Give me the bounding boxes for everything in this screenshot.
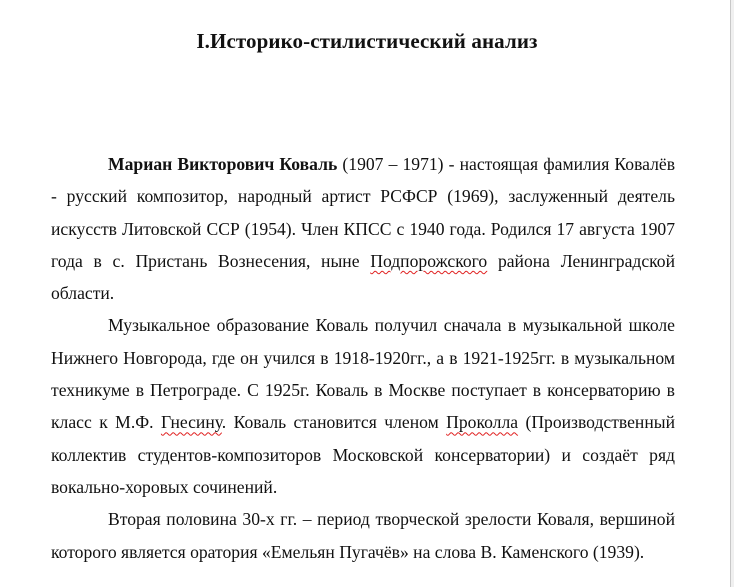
spellcheck-error-word[interactable]: Проколла — [446, 412, 519, 433]
paragraph-text: Музыкальное образование Коваль получил сначала в музыкальной школе Нижнего Новгорода, где он учился в 1918-1920гг., а в 1921-1925гг. в музыкальном техникуме в Петрограде. С 1925г. Коваль в Москве поступает в консерваторию в класс к М.Ф. — [51, 315, 675, 433]
paragraph-maturity[interactable] — [51, 503, 675, 568]
paragraph-text: Вторая половина 30-х гг. – период творческой зрелости Коваля, вершиной которого является оратория «Емельян Пугачёв» на слова В. Каменского (1939). — [51, 509, 675, 562]
document-body[interactable] — [51, 148, 675, 568]
paragraph-biography[interactable] — [51, 148, 675, 309]
composer-name: Мариан Викторович Коваль — [108, 154, 338, 174]
document-heading: I.Историко-стилистический анализ — [196, 29, 538, 54]
paragraph-education[interactable] — [51, 309, 675, 503]
spellcheck-error-word[interactable]: Гнесину — [160, 412, 222, 433]
paragraph-text: . Коваль становится членом — [221, 412, 447, 433]
spellcheck-error-word[interactable]: Подпорожского — [370, 250, 488, 271]
paragraph-text: района Ленинградской области. — [51, 250, 676, 304]
paragraph-text: (Производственный коллектив студентов-композиторов Московской консерватории) и создаёт ряд вокально-хоровых сочинений. — [51, 412, 675, 497]
paragraph-text: (1907 – 1971) - настоящая фамилия Ковалёв - русский композитор, народный артист РСФСР (1969), заслуженный деятель искусств Литовской ССР (1954). Член КПСС с 1940 года. Родился 17 августа 1907 года в с. Пристань Вознесения, ныне — [51, 154, 676, 271]
